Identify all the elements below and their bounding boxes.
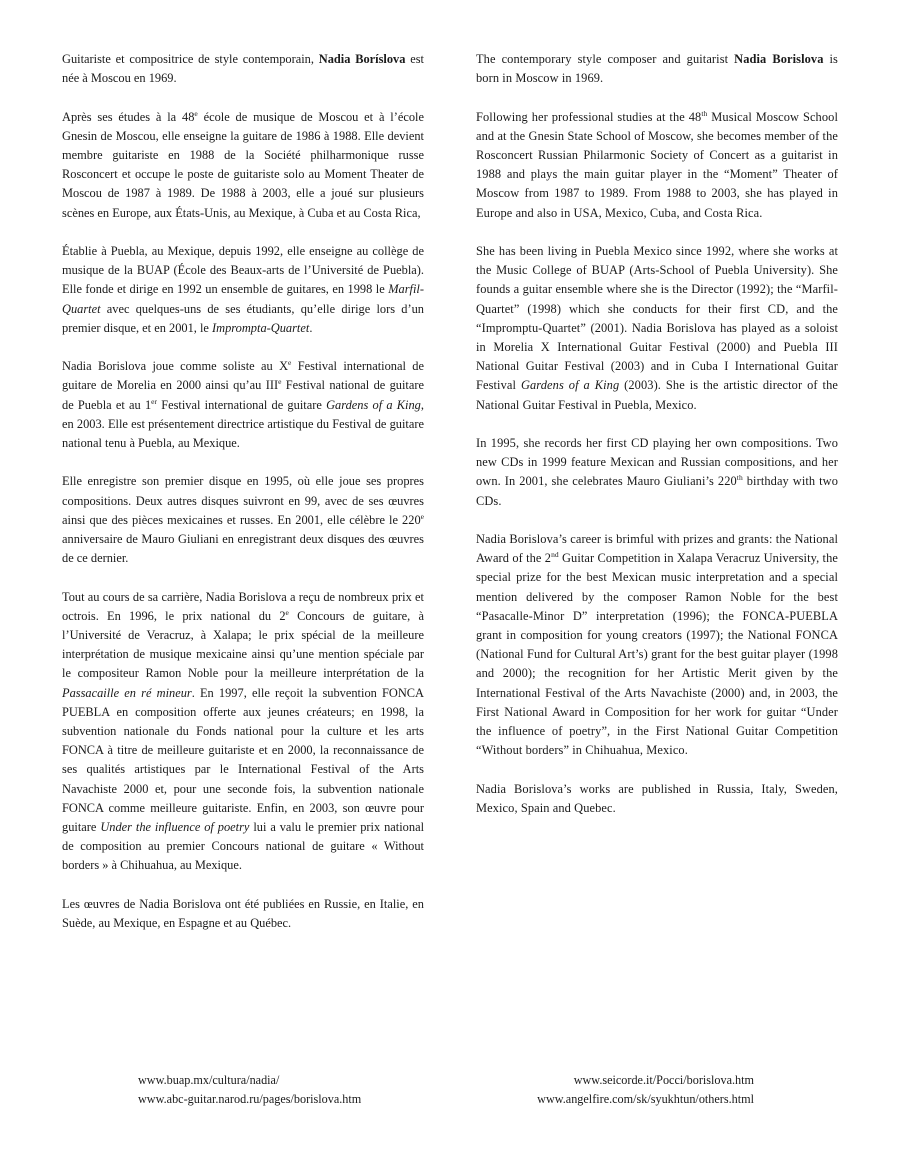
links-left: [138, 1071, 361, 1108]
en-paragraph-5: Nadia Borislova’s career is brimful with prizes and grants: the National Award of the 2nd Guitar Competition in Xalapa Veracruz University, the special prize for the best Mexican music interpretation and a special mention delivered by the composer Ramon Noble for the best “Pasacalle-Minor D” interpretation (1996); the FONCA-PUEBLA grant in composition for young creators (1997); the National FONCA (National Fund for Cultural Art’s) grant for the best guitar player (1998 and 2000); the recognition for her Artistic Merit given by the International Festival of the Arts Navachiste (2000) and, in 2003, the First National Award in Composition for her work for guitar “Under the influence of poetry”, in the First National Guitar Competition “Without borders” in Chihuahua, Mexico.: [476, 532, 838, 758]
english-column: [476, 50, 838, 837]
artist-name: Nadia Boríslova: [318, 52, 406, 66]
fr-paragraph-3: Établie à Puebla, au Mexique, depuis 1992, elle enseigne au collège de musique de la BUAP (École des Beaux-arts de l’Université de Puebla). Elle fonde et dirige en 1992 un ensemble de guitares, en 1998 le Marfil-Quartet avec quelques-uns de ses étudiants, qu’elle dirige lors d’un premier disque, et en 2001, le Imprompta-Quartet.: [62, 244, 424, 335]
link-angelfire[interactable]: www.angelfire.com/sk/syukhtun/others.html: [537, 1091, 754, 1106]
en-paragraph-6: Nadia Borislova’s works are published in Russia, Italy, Sweden, Mexico, Spain and Quebec.: [476, 781, 838, 815]
link-seicorde[interactable]: www.seicorde.it/Pocci/borislova.htm: [573, 1073, 754, 1087]
fr-paragraph-1: Guitariste et compositrice de style contemporain, Nadia Boríslova est née à Moscou en 1969.: [62, 52, 424, 86]
fr-paragraph-4: Nadia Borislova joue comme soliste au Xe Festival international de guitare de Morelia en 2000 ainsi qu’au IIIe Festival national de guitare de Puebla et au 1er Festival international de guitare Gardens of a King, en 2003. Elle est présentement directrice artistique du Festival de guitare national tenu à Puebla, au Mexique.: [62, 358, 424, 451]
en-paragraph-1: The contemporary style composer and guitarist Nadia Borislova is born in Moscow in 1969.: [476, 52, 838, 86]
link-abc-guitar[interactable]: www.abc-guitar.narod.ru/pages/borislova.htm: [138, 1091, 362, 1106]
en-paragraph-3: She has been living in Puebla Mexico since 1992, where she works at the Music College of BUAP (Arts-School of Puebla University). She founds a guitar ensemble where she is the Director (1992); the “Marfil-Quartet” (1998) which she conducts for their first CD, and the “Impromptu-Quartet” (2001). Nadia Borislova has played as a soloist in Morelia X International Guitar Festival (2000) and Puebla III National Guitar Festival (2003) and in Cuba I International Guitar Festival Gardens of a King (2003). She is the artistic director of the National Guitar Festival in Puebla, Mexico.: [476, 244, 838, 412]
fr-paragraph-7: Les œuvres de Nadia Borislova ont été publiées en Russie, en Italie, en Suède, au Mexique, en Espagne et au Québec.: [62, 896, 424, 931]
fr-paragraph-5: Elle enregistre son premier disque en 1995, où elle joue ses propres compositions. Deux autres disques suivront en 99, avec de ses œuvres ainsi que des pièces mexicaines et russes. En 2001, elle célèbre le 220e anniversaire de Mauro Giuliani en enregistrant deux disques des œuvres de ce dernier.: [62, 474, 424, 566]
fr-paragraph-2: Après ses études à la 48e école de musique de Moscou et à l’école Gnesin de Moscou, elle enseigne la guitare de 1986 à 1988. Elle devient membre guitariste en 1988 de la Société philharmonique russe Rosconcert et occupe le poste de guitariste solo au Moment Theater de Moscou de 1987 à 1989. De 1988 à 2003, elle a joué sur plusieurs scènes en Europe, aux États-Unis, au Mexique, à Cuba et au Costa Rica,: [62, 108, 424, 220]
french-column: [62, 50, 424, 952]
en-paragraph-4: In 1995, she records her first CD playing her own compositions. Two new CDs in 1999 feature Mexican and Russian compositions, and her own. In 2001, she celebrates Mauro Giuliani’s 220th birthday with two CDs.: [476, 436, 838, 508]
fr-paragraph-6: Tout au cours de sa carrière, Nadia Borislova a reçu de nombreux prix et octrois. En 1996, le prix national du 2e Concours de guitare, à l’Université de Veracruz, à Xalapa; le prix spécial de la meilleure interprétation de musique mexicaine ainsi qu’une mention spéciale par le compositeur Ramon Noble pour la meilleure interprétation de la Passacaille en ré mineur. En 1997, elle reçoit la subvention FONCA PUEBLA en composition offerte aux jeunes créateurs; en 1998, la subvention nationale du Fonds national pour la culture et les arts FONCA à titre de meilleure guitariste et en 2000, la reconnaissance de ses qualités artistiques par le International Festival of the Arts Navachiste 2000 et, pour une seconde fois, la subvention nationale FONCA comme meilleure guitariste. Enfin, en 2003, son œuvre pour guitare Under the influence of poetry lui a valu le premier prix national de composition au premier Concours national de guitare « Without borders » à Chihuahua, au Mexique.: [62, 589, 425, 873]
artist-name: Nadia Borislova: [734, 52, 824, 66]
link-buap[interactable]: www.buap.mx/cultura/nadia/: [138, 1073, 280, 1087]
en-paragraph-2: Following her professional studies at the 48th Musical Moscow School and at the Gnesin State School of Moscow, she becomes member of the Rosconcert Russian Philarmonic Society of Concert as a guitarist in 1988 and plays the main guitar player in the “Moment” Theater of Moscow from 1987 to 1989. From 1988 to 2003, she has played in Europe and also in USA, Mexico, Cuba, and Costa Rica.: [476, 108, 838, 220]
links-right: [537, 1071, 754, 1108]
